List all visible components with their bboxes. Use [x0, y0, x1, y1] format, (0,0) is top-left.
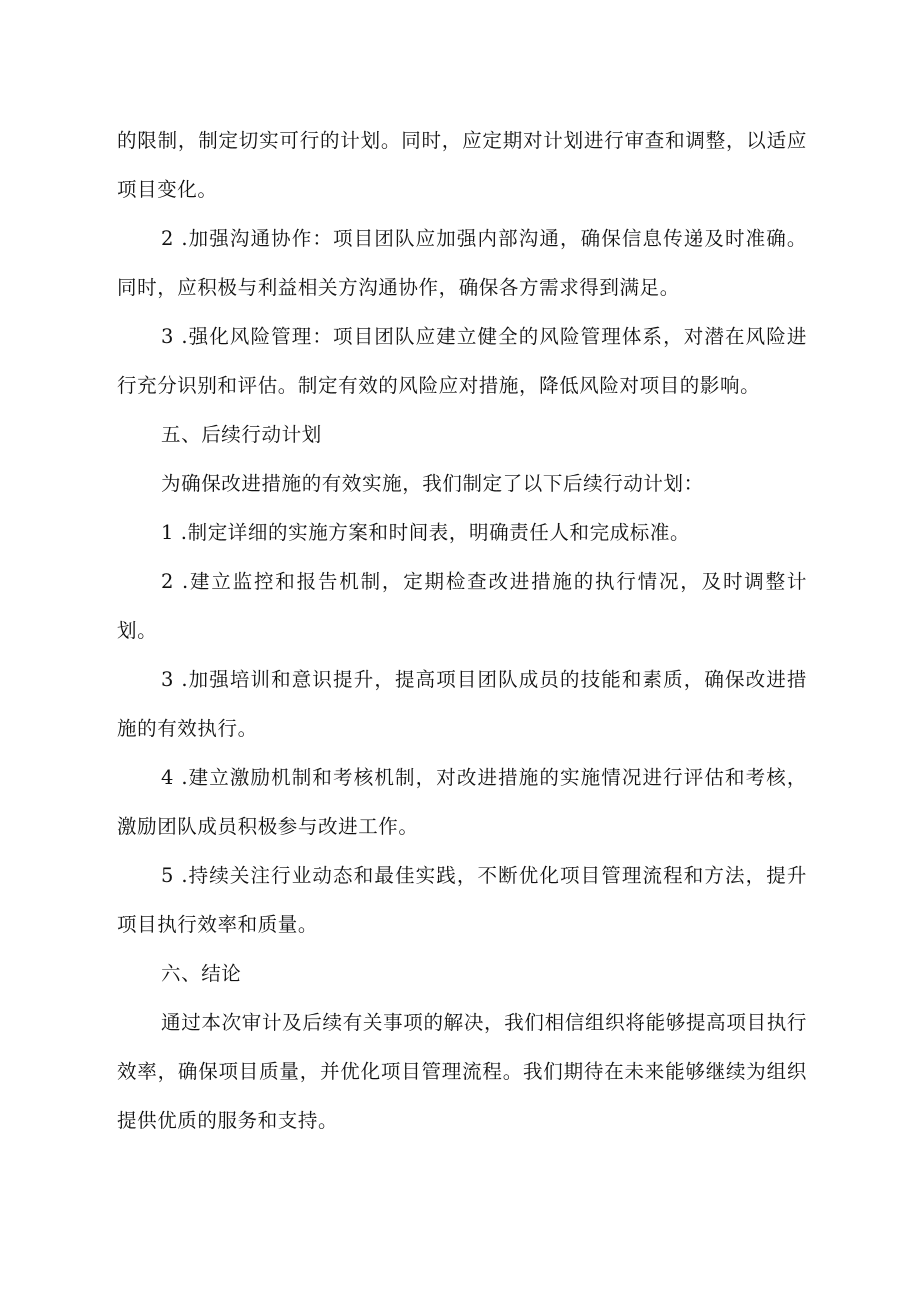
list-item-plan-3: 3 .加强培训和意识提升，提高项目团队成员的技能和素质，确保改进措施的有效执行。: [117, 668, 807, 740]
paragraph-continuation: 的限制，制定切实可行的计划。同时，应定期对计划进行审查和调整，以适应项目变化。: [117, 129, 807, 201]
list-item-plan-2: 2 .建立监控和报告机制，定期检查改进措施的执行情况，及时调整计划。: [117, 570, 807, 642]
paragraph-conclusion: 通过本次审计及后续有关事项的解决，我们相信组织将能够提高项目执行效率，确保项目质量，并优化项目管理流程。我们期待在未来能够继续为组织提供优质的服务和支持。: [117, 1011, 807, 1132]
section-heading-follow-up-plan: 五、后续行动计划: [161, 423, 322, 446]
list-item-plan-1: 1 .制定详细的实施方案和时间表，明确责任人和完成标准。: [161, 521, 691, 544]
section-heading-conclusion: 六、结论: [161, 962, 242, 985]
list-item-risk-management: 3 .强化风险管理：项目团队应建立健全的风险管理体系，对潜在风险进行充分识别和评估。制定有效的风险应对措施，降低风险对项目的影响。: [117, 325, 807, 397]
list-item-plan-4: 4 .建立激励机制和考核机制，对改进措施的实施情况进行评估和考核，激励团队成员积极参与改进工作。: [117, 766, 807, 838]
document-body: [117, 116, 807, 1145]
list-item-plan-5: 5 .持续关注行业动态和最佳实践，不断优化项目管理流程和方法，提升项目执行效率和质量。: [117, 864, 807, 936]
paragraph-plan-intro: 为确保改进措施的有效实施，我们制定了以下后续行动计划：: [161, 472, 704, 495]
list-item-strengthen-communication: 2 .加强沟通协作：项目团队应加强内部沟通，确保信息传递及时准确。同时，应积极与利益相关方沟通协作，确保各方需求得到满足。: [117, 227, 807, 299]
